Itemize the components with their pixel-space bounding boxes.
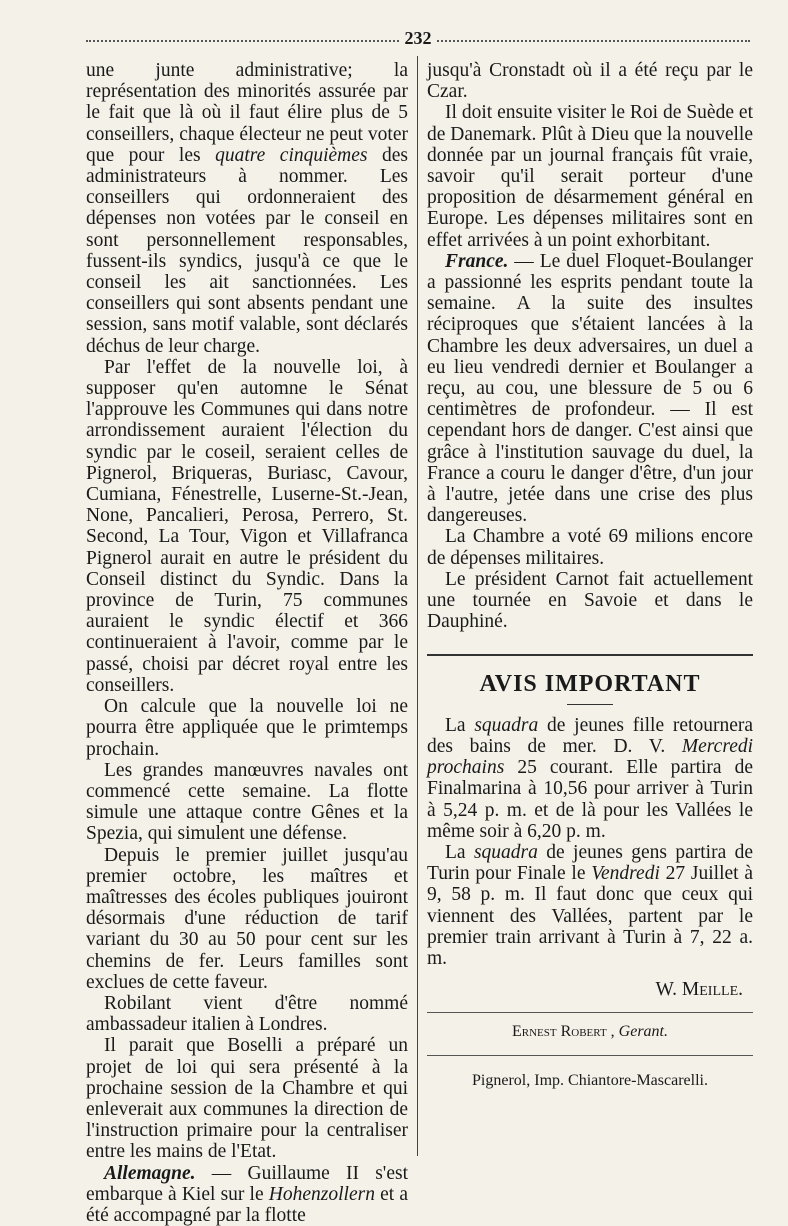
paragraph: une junte administrative; la représentation des minorités assurée par le fait que là où il faut élire plus de 5 conseillers, chaque électeur ne peut voter que pour les quatre cinquièmes des administrateurs à nommer. Les conseillers qui ordonneraient des dépenses non votées par le conseil en sont personnellement responsables, fussent-ils syndics, jusqu'à ce que le conseil les ait sanctionnées. Les conseillers qui sont absents pendant une session, sans motif valable, sont déclarés déchus de leur charge. [86,60,409,357]
paragraph: Depuis le premier juillet jusqu'au premier octobre, les maîtres et maîtresses des écoles publiques jouiront désormais d'une réduction de tarif variant du 30 au 50 pour cent sur les chemins de fer. Leurs familles sont exclues de cette faveur. [86,844,408,993]
paragraph: Allemagne. — Guillaume II s'est embarque à Kiel sur le Hohenzollern et a été accompagné par la flotte [86,1162,408,1226]
section-separator [427,654,753,656]
paragraph: Robilant vient d'être nommé ambassadeur italien à Londres. [86,992,408,1036]
paragraph: On calcule que la nouvelle loi ne pourra être appliquée que le primtemps prochain. [86,696,408,760]
paragraph: Par l'effet de la nouvelle loi, à supposer qu'en automne le Sénat l'approuve les Communes qui dans notre arrondissement auraient l'élection du syndic par le coseil, seraient celles de Pignerol, Briqueras, Buriasc, Cavour, Cumiana, Fénestrelle, Luserne-St.-Jean, None, Pancalieri, Perosa, Perrero, St. Second, La Tour, Vigon et Villafranca Pignerol aurait en autre le président du Conseil distinct du Syndic. Dans la province de Turin, 75 communes auraient le syndic électif et 366 continueraient à l'avoir, comme par le passé, choisi par décret royal entre les conseillers. [86,356,408,696]
short-rule [567,704,613,705]
notice-paragraph: La squadra de jeunes gens partira de Turin pour Finale le Vendredi 27 Juillet à 9, 58 p. m. Il faut donc que ceux qui viennent des Vallées, partent par le premier train arrivant à Turin à 7, 22 a. m. [427,841,754,969]
page-number: 232 [401,28,436,49]
notice-paragraph: La squadra de jeunes fille retournera des bains de mer. D. V. Mercredi prochains 25 courant. Elle partira de Finalmarina à 10,56 pour arriver à Turin à 5,24 p. m. et de là pour les Vallées le même soir à 6,20 p. m. [427,714,754,842]
left-column [86,60,408,1226]
paragraph: Le président Carnot fait actuellement une tournée en Savoie et dans le Dauphiné. [427,568,753,633]
footer-rule [427,1055,753,1056]
footer-rule [427,1012,753,1013]
printer-line: Pignerol, Imp. Chiantore-Mascarelli. [472,1071,708,1089]
section-keyword: Allemagne. [104,1162,196,1184]
paragraph: jusqu'à Cronstadt où il a été reçu par le Czar. [427,60,753,103]
paragraph: Il doit ensuite visiter le Roi de Suède et de Danemark. Plût à Dieu que la nouvelle donnée par un journal français fût vraie, savoir qu'il serait porteur d'une proposition de désarmement général en Europe. Les dépenses militaires sont en effet arrivées à un point exhorbitant. [427,102,753,251]
page-header [86,28,750,50]
column-divider [417,56,418,1156]
paragraph: France. — Le duel Floquet-Boulanger a passionné les esprits pendant toute la semaine. A la suite des insultes réciproques que s'étaient lancées à la Chambre les deux adversaires, un duel a eu lieu vendredi dernier et Boulanger a reçu, au cou, une blessure de 5 ou 6 centimètres de profondeur. — Il est cependant hors de danger. C'est ainsi que grâce à l'institution sauvage du duel, la France a couru le danger d'être, d'un jour à l'autre, jetée dans une crise des plus dangereuses. [427,250,753,527]
section-keyword: France. [445,250,509,272]
paragraph: Il parait que Boselli a préparé un projet de loi qui sera présenté à la prochaine session de la Chambre et qui enleverait aux communes la direction de l'instruction primaire pour la centraliser entre les mains de l'Etat. [86,1035,408,1163]
notice-title: AVIS IMPORTANT [479,671,701,698]
right-column [427,60,753,1091]
paragraph: Les grandes manœuvres navales ont commencé cette semaine. La flotte simule une attaque contre Gênes et la Spezia, qui simulent une défense. [86,759,408,845]
gerant-line: Ernest Robert , Gerant. [511,1023,668,1041]
signature: W. Meille. [655,979,743,1001]
paragraph: La Chambre a voté 69 milions encore de dépenses militaires. [427,526,753,569]
